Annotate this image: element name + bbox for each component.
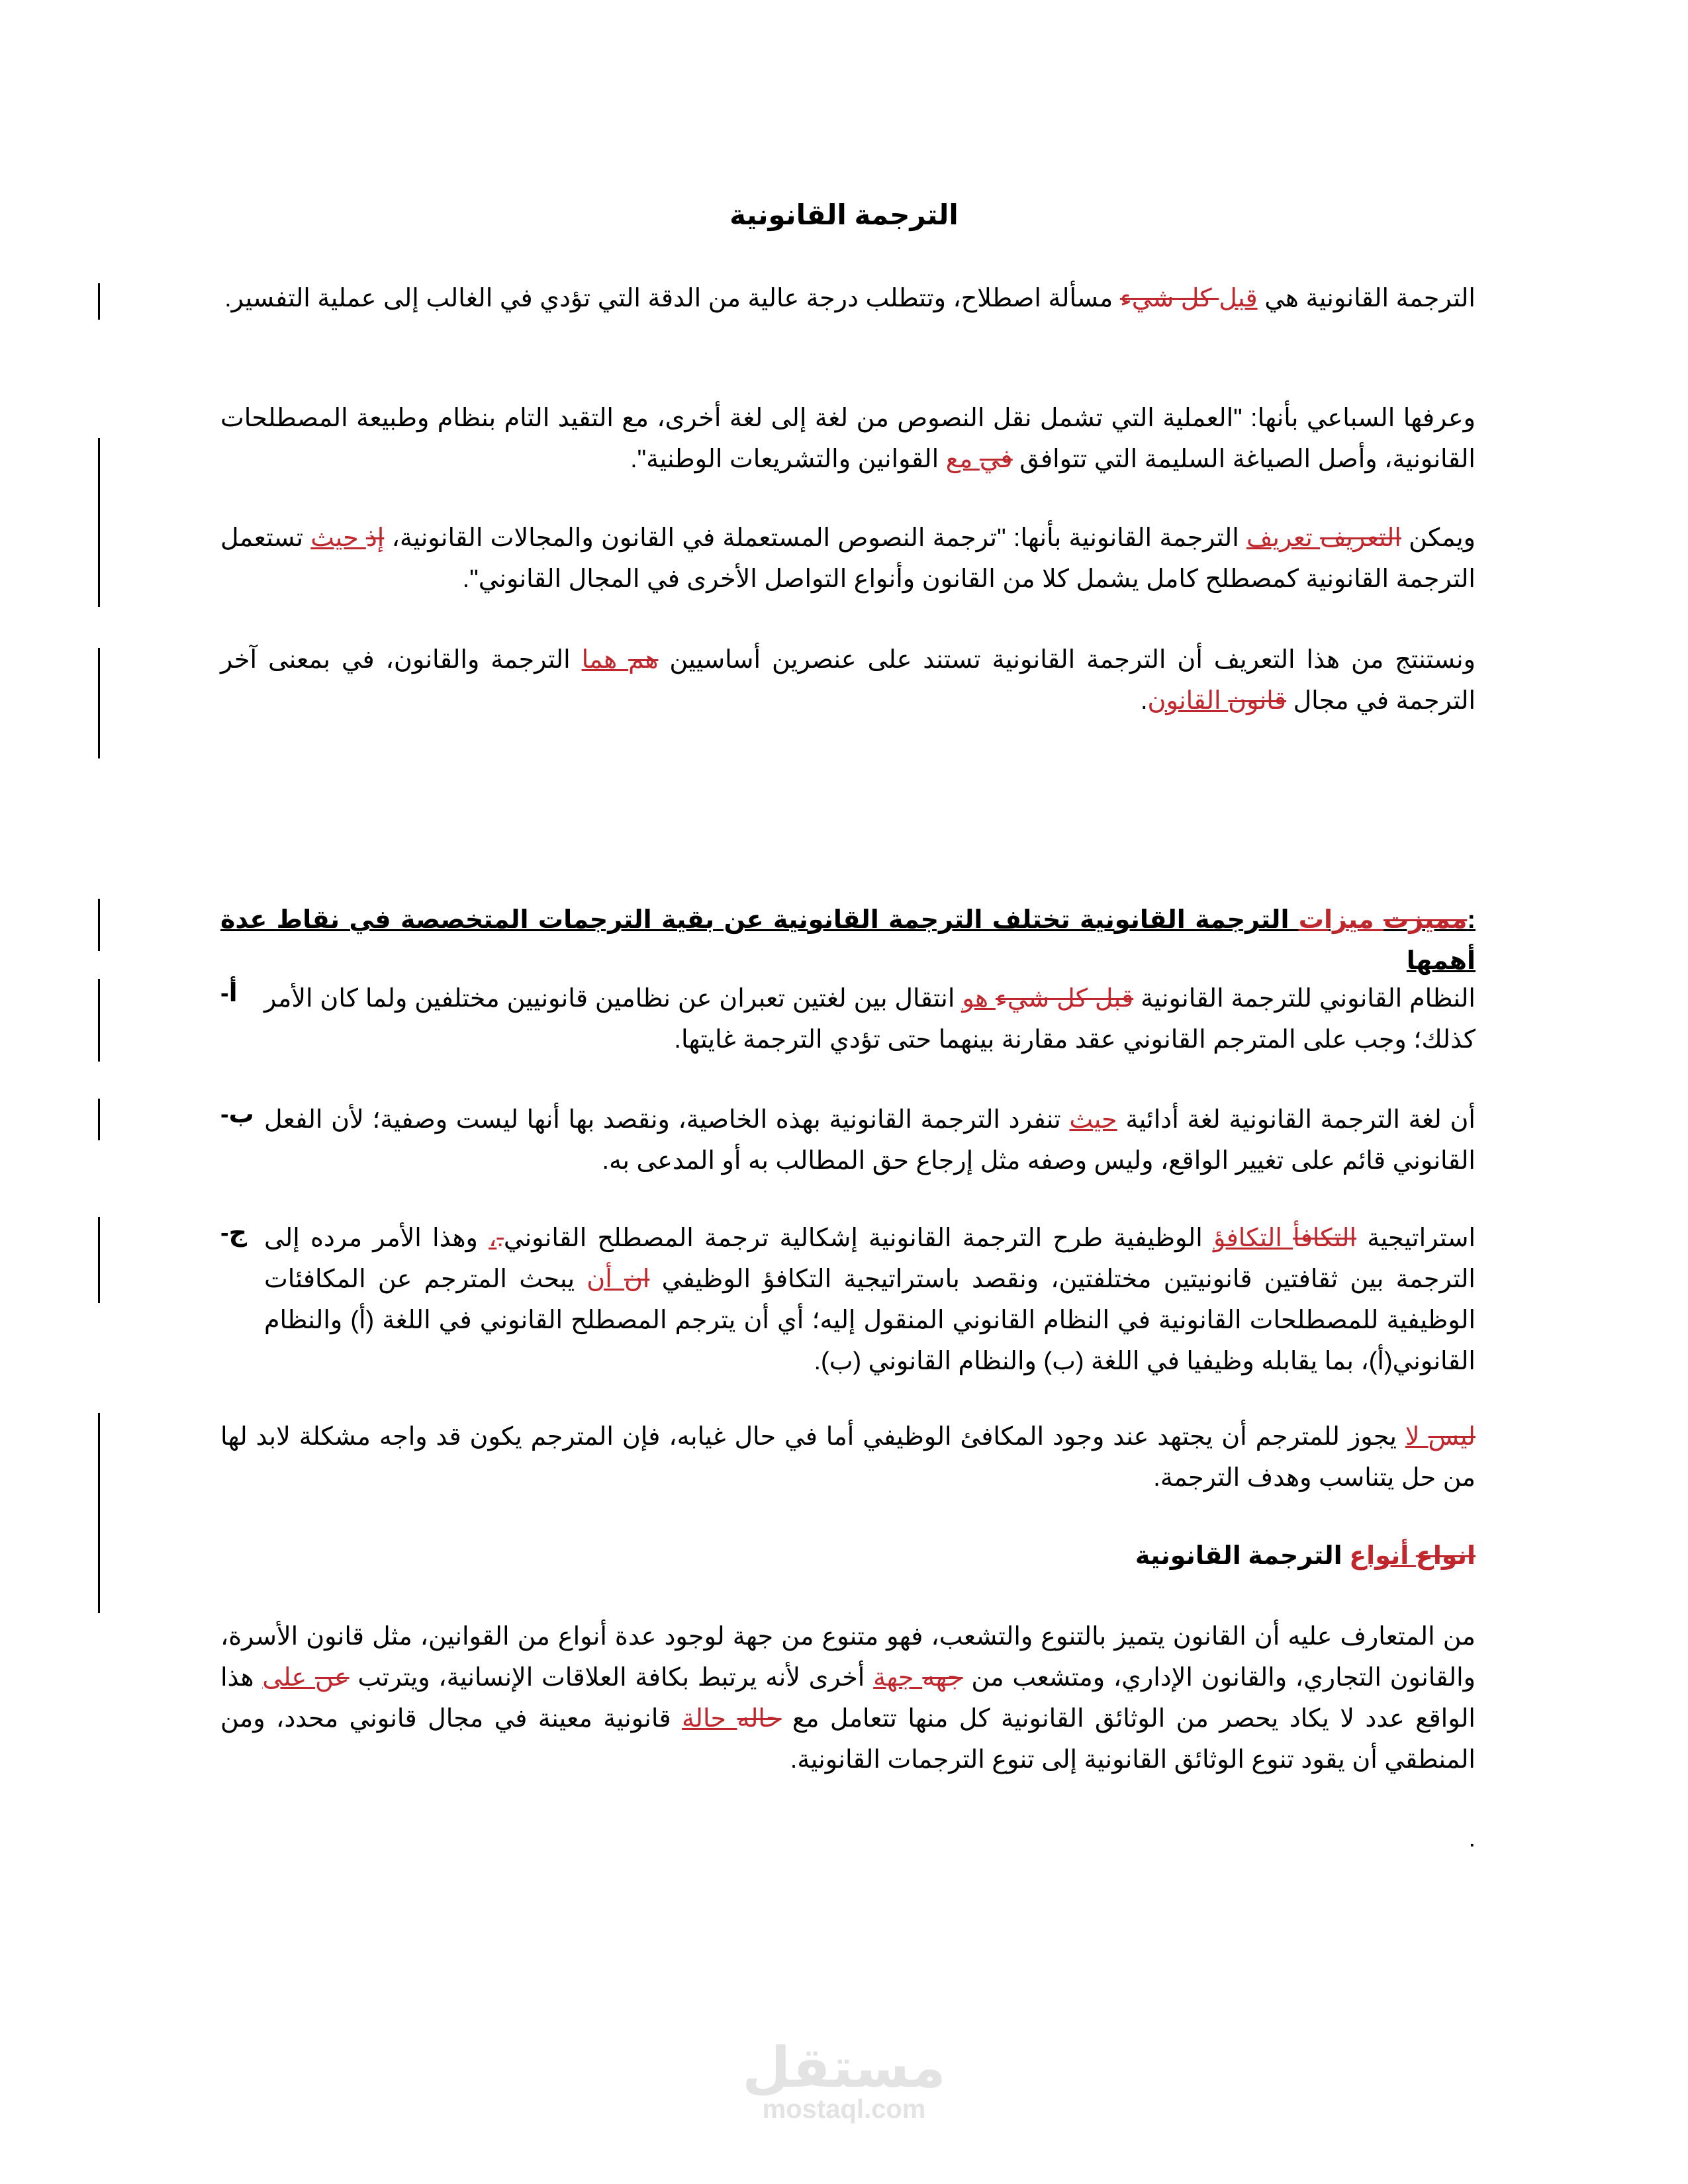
deleted-text: التعريف [1320, 524, 1401, 552]
deleted-text: قبل كل شيء [995, 985, 1134, 1013]
list-item-b [264, 1099, 1476, 1181]
change-bar [98, 648, 100, 758]
inserted-text: حيث [1069, 1106, 1117, 1134]
list-marker: -ج [220, 1219, 248, 1247]
text-run: . [1468, 1825, 1476, 1852]
trailing-period [220, 1818, 1476, 1859]
inserted-text: حيث [310, 524, 366, 552]
section-heading-types [220, 1535, 1476, 1576]
inserted-text: حالة [682, 1705, 737, 1733]
deleted-text: التكافأ [1293, 1224, 1357, 1252]
inserted-text: التكافؤ [1213, 1224, 1293, 1252]
inserted-text: أنواع [1349, 1542, 1416, 1570]
deleted-text: مميزت [1383, 906, 1468, 934]
inserted-text: على [262, 1664, 315, 1692]
inserted-text: مع [945, 445, 980, 473]
text-run: الترجمة والقانون، في بمعنى آخر الترجمة في مجال [220, 646, 1476, 715]
paragraph-types [220, 1616, 1476, 1780]
inserted-text: أن [586, 1265, 624, 1293]
list-item-c [264, 1218, 1476, 1382]
inserted-text: هو [962, 985, 996, 1013]
change-bar [98, 899, 100, 951]
list-item-a [264, 978, 1476, 1060]
text-run: تستعمل الترجمة القانونية كمصطلح كامل يشمل كلا من القانون وأنواع التواصل الأخرى في المجال القانوني". [220, 524, 1476, 593]
text-run: هذا الواقع عدد لا يكاد يحصر من الوثائق القانونية كل منها تتعامل مع [220, 1664, 1476, 1733]
text-run: يبحث المترجم عن المكافئات الوظيفية للمصطلحات القانونية في النظام القانوني المنقول إليه؛ أي أن يترجم المصطلح القانوني في اللغة (أ) والنظام القانوني(أ)، بما يقابله وظيفيا في اللغة (ب) والنظام القانوني (ب). [264, 1265, 1476, 1375]
inserted-text: القانون [1147, 687, 1229, 715]
text-run: القوانين والتشريعات الوطنية". [630, 445, 946, 473]
text-run: أن لغة الترجمة القانونية لغة أدائية [1117, 1106, 1476, 1134]
deleted-text: . [496, 1224, 504, 1252]
text-run: استراتيجية [1356, 1224, 1476, 1252]
deleted-text: ان [624, 1265, 650, 1293]
inserted-text: قبل [1219, 285, 1258, 312]
change-bar [98, 1413, 100, 1613]
change-bar [98, 1217, 100, 1303]
watermark-url: mostaql.com [762, 2095, 926, 2124]
paragraph-equivalent [220, 1416, 1476, 1498]
text-run: الترجمة القانونية تختلف الترجمة القانونية عن بقية الترجمات المتخصصة في نقاط عدة أهمها [220, 906, 1476, 975]
text-run: ويمكن [1401, 524, 1476, 552]
paragraph-definition [220, 518, 1476, 600]
text-run: من المتعارف عليه أن القانون يتميز بالتنوع والتشعب، فهو متنوع من جهة لوجود عدة أنواع من القوانين، مثل قانون الأسرة، والقانون التجاري، والقانون الإداري، ومتشعب من [220, 1623, 1476, 1692]
watermark-logo: مستقل [742, 2036, 946, 2099]
inserted-text: ، [489, 1224, 497, 1252]
text-run: تنفرد الترجمة القانونية بهذه الخاصية، ونقصد بها أنها ليست وصفية؛ لأن الفعل القانوني قائم على تغيير الواقع، وليس وصفه مثل إرجاع حق المطالب به أو المدعى به. [264, 1106, 1476, 1175]
deleted-text: حاله [737, 1705, 782, 1733]
paragraph-definition-sibai [220, 398, 1476, 480]
change-bar [98, 1099, 100, 1140]
inserted-text: هما [581, 646, 629, 674]
deleted-text: عن [314, 1664, 350, 1692]
deleted-text: انواع [1415, 1542, 1476, 1570]
change-bar [98, 283, 100, 320]
text-run: : [1467, 906, 1476, 934]
text-run: قانونية معينة في مجال قانوني محدد، ومن المنطقي أن يقود تنوع الوثائق القانونية إلى تنوع الترجمات القانونية. [220, 1705, 1476, 1774]
text-run: وهذا الأمر مرده إلى الترجمة بين ثقافتين قانونيتين مختلفتين، ونقصد باستراتيجية التكافؤ الوظيفي [264, 1224, 1476, 1293]
paragraph-intro [220, 278, 1476, 319]
deleted-text: جهه [922, 1664, 963, 1692]
text-run: مسألة اصطلاح، وتتطلب درجة عالية من الدقة التي تؤدي في الغالب إلى عملية التفسير. [224, 285, 1120, 312]
deleted-text: إذ [365, 524, 385, 552]
text-run: انتقال بين لغتين تعبران عن نظامين قانونيين مختلفين ولما كان الأمر كذلك؛ وجب على المترجم القانوني عقد مقارنة بينهما حتى تؤدي الترجمة غايتها. [264, 985, 1476, 1054]
section-heading-features [220, 899, 1476, 981]
text-run: . [1140, 687, 1148, 715]
deleted-text: في [979, 445, 1013, 473]
deleted-text: كل شيء [1119, 285, 1219, 312]
inserted-text: لا [1405, 1423, 1429, 1451]
text-run: الترجمة القانونية [1135, 1542, 1350, 1570]
document-title: الترجمة القانونية [729, 199, 959, 230]
deleted-text: هم [628, 646, 659, 674]
text-run: أخرى لأنه يرتبط بكافة العلاقات الإنسانية، ويترتب [349, 1664, 874, 1692]
deleted-text: ليس [1428, 1423, 1476, 1451]
deleted-text: قانون [1228, 687, 1287, 715]
inserted-text: جهة [873, 1664, 923, 1692]
inserted-text: ميزات [1298, 906, 1384, 934]
paragraph-conclusion [220, 639, 1476, 721]
inserted-text: تعريف [1246, 524, 1321, 552]
text-run: وعرفها السباعي بأنها: "العملية التي تشمل نقل النصوص من لغة إلى لغة أخرى، مع التقيد التام بنظام وطبيعة المصطلحات القانونية، وأصل الصياغة السليمة التي تتوافق [220, 404, 1476, 473]
text-run: الترجمة القانونية هي [1257, 285, 1476, 312]
change-bar [98, 979, 100, 1062]
text-run: الوظيفية طرح الترجمة القانونية إشكالية ترجمة المصطلح القانوني [503, 1224, 1213, 1252]
list-marker: -ب [220, 1101, 254, 1128]
text-run: يجوز للمترجم أن يجتهد عند وجود المكافئ الوظيفي أما في حال غيابه، فإن المترجم يكون قد واجه مشكلة لابد لها من حل يتناسب وهدف الترجمة. [220, 1423, 1476, 1492]
text-run: ونستنتج من هذا التعريف أن الترجمة القانونية تستند على عنصرين أساسيين [658, 646, 1476, 674]
text-run: النظام القانوني للترجمة القانونية [1133, 985, 1476, 1013]
list-marker: -أ [220, 979, 238, 1007]
change-bar [98, 438, 100, 607]
text-run: الترجمة القانونية بأنها: "ترجمة النصوص المستعملة في القانون والمجالات القانونية، [384, 524, 1247, 552]
